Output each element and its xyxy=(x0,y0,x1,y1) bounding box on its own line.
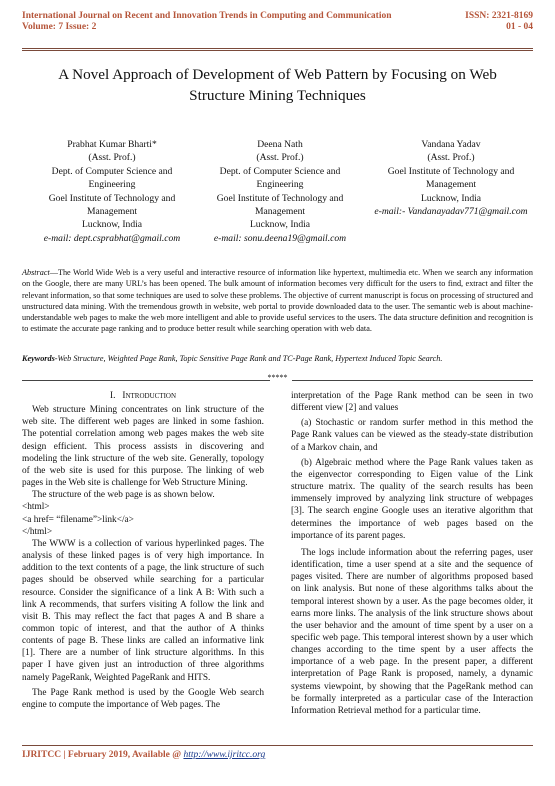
keywords-label: Keywords xyxy=(22,354,55,363)
author-institute-2: Management xyxy=(254,206,306,218)
code-line: <a href= “filename”>link</a> xyxy=(22,514,134,525)
header-rule xyxy=(22,48,533,49)
footer-text: IJRITCC | February 2019, Available @ xyxy=(22,750,184,760)
keywords xyxy=(22,353,533,364)
author-institute: Goel Institute of Technology and xyxy=(216,192,344,204)
journal-volume: Volume: 7 Issue: 2 xyxy=(22,22,97,32)
author-dept-2: Engineering xyxy=(256,179,304,191)
author-role: (Asst. Prof.) xyxy=(256,152,304,164)
footer-rule xyxy=(22,745,533,746)
code-line: </html> xyxy=(22,526,53,537)
author-2 xyxy=(190,138,370,245)
author-1 xyxy=(22,138,202,245)
author-institute-2: Management xyxy=(86,206,138,218)
paragraph: The logs include information about the referring pages, user identification, time a user spend at a site and the sequence of pages visited. There are number of algorithms proposed based on link analysis. But none of these algorithms talks about the temporal interest shown by a user. As the page becomes older, it earns more links. The analysis of the link structure shows about the user behavior and the amount of time spent by a user on a specific web page. This temporal interest shown by a user which changes according to the time spent by a user affects the importance of a web page. In the present paper, a different interpretation of Page Rank is proposed, namely, a dynamic systems viewpoint, by showing that the PageRank method can be formally interpreted as a particular case of the Interaction Information Retrieval method for a particular time. xyxy=(291,547,533,716)
author-role: (Asst. Prof.) xyxy=(427,152,475,164)
paragraph: (b) Algebraic method where the Page Rank values taken as the eigenvector corresponding to Eigen value of the Link structure matrix. The quality of the search results has been immensely improved by analyzing link structure of webpages [3]. The search engine Google uses an iterative algorithm that determines the importance of web pages based on the importance of its parent pages. xyxy=(291,457,533,541)
paragraph: (a) Stochastic or random surfer method in this method the Page Rank values can be viewed as the steady-state distribution of a Markov chain, and xyxy=(291,418,533,453)
author-role: (Asst. Prof.) xyxy=(88,152,136,164)
section-number: I. xyxy=(109,391,116,401)
author-3 xyxy=(356,138,546,218)
author-city: Lucknow, India xyxy=(249,219,311,231)
issn: ISSN: 2321-8169 xyxy=(465,11,533,21)
abstract-text: —The World Wide Web is a very useful and interactive resource of information like hypertext, multimedia etc. When we search any information on the Google, there are many URL’s has been opened. The bulk amount of information becomes very difficult for the users to find, extract and filter the relevant information, so that some techniques are used to solve these problems. The objective of current manuscript is focus on processing of structured and unstructured data mining. With the tremendous growth in website, web portal to provide downloaded data to the user. The semantic web is about machine-understandable web pages to make the web more intelligent and able to provide useful services to the users. The data structure definition and recognition is to estimate the accurate page ranking and to produce better result while searching operation with web data. xyxy=(22,268,533,334)
author-dept-2: Engineering xyxy=(88,179,136,191)
paragraph: The Page Rank method is used by the Google Web search engine to compute the importance of Web pages. The xyxy=(22,687,264,710)
author-email: e-mail:- Vandanayadav771@gmail.com xyxy=(374,206,528,218)
author-email: e-mail: sonu.deena19@gmail.com xyxy=(213,232,347,244)
journal-link[interactable]: http://www.ijritcc.org xyxy=(183,750,266,760)
footer xyxy=(22,750,265,760)
author-name: Prabhat Kumar Bharti* xyxy=(67,139,157,150)
section-heading xyxy=(22,390,264,402)
author-city: Lucknow, India xyxy=(81,219,143,231)
left-column xyxy=(22,390,264,711)
issn-block xyxy=(465,11,533,33)
author-email: e-mail: dept.csprabhat@gmail.com xyxy=(43,232,181,244)
abstract xyxy=(22,267,533,335)
author-city: Lucknow, India xyxy=(420,192,482,204)
paper-title: A Novel Approach of Development of Web Pattern by Focusing on Web Structure Mining Techniques xyxy=(58,66,497,104)
abstract-label: Abstract xyxy=(22,268,50,277)
journal-header xyxy=(22,11,392,33)
author-name: Deena Nath xyxy=(257,139,303,150)
separator-line-right xyxy=(292,380,533,381)
author-institute-2: Management xyxy=(425,179,477,191)
separator-stars: ***** xyxy=(267,373,288,382)
author-institute: Goel Institute of Technology and xyxy=(48,192,176,204)
paragraph: The WWW is a collection of various hyperlinked pages. The analysis of these linked pages is of very high importance. In addition to the text contents of a page, the link structure of such pages should be observed while searching for a particular resource. Consider the significance of a link A B: With such a link A recommends, that surfers visiting A follow the link and visit B. This may reflect the fact that pages A and B share a common topic of interest, and that the author of A thinks contents of page B. These links are called an informative link [1]. There are a number of link structure algorithms. In this paper I have given just an introduction of three algorithms namely PageRank, Weighted PageRank and HITS. xyxy=(22,538,264,683)
page-range: 01 - 04 xyxy=(506,22,533,32)
keywords-text: -Web Structure, Weighted Page Rank, Topic Sensitive Page Rank and TC-Page Rank, Hypertext Induced Topic Search. xyxy=(54,354,443,363)
paragraph: Web structure Mining concentrates on link structure of the web site. The different web pages are linked in some fashion. The potential correlation among web pages makes the web site design efficient. This process assists in discovering and modeling the link structure of the web site. Generally, topology of the web site is used for this purpose. The linking of web pages in the Web site is challenge for Web Structure Mining. xyxy=(22,405,264,489)
author-dept: Dept. of Computer Science and xyxy=(51,165,173,177)
paragraph: interpretation of the Page Rank method can be seen in two different view [2] and values xyxy=(291,391,533,414)
section-title: Introduction xyxy=(122,391,177,401)
journal-name: International Journal on Recent and Innovation Trends in Computing and Communication xyxy=(22,11,392,21)
code-line: <html> xyxy=(22,502,50,513)
author-name: Vandana Yadav xyxy=(421,139,481,150)
header-rule-2 xyxy=(22,50,533,51)
author-dept: Dept. of Computer Science and xyxy=(219,165,341,177)
paragraph: The structure of the web page is as shown below. xyxy=(32,490,215,501)
right-column xyxy=(291,390,533,717)
author-institute: Goel Institute of Technology and xyxy=(387,165,515,177)
